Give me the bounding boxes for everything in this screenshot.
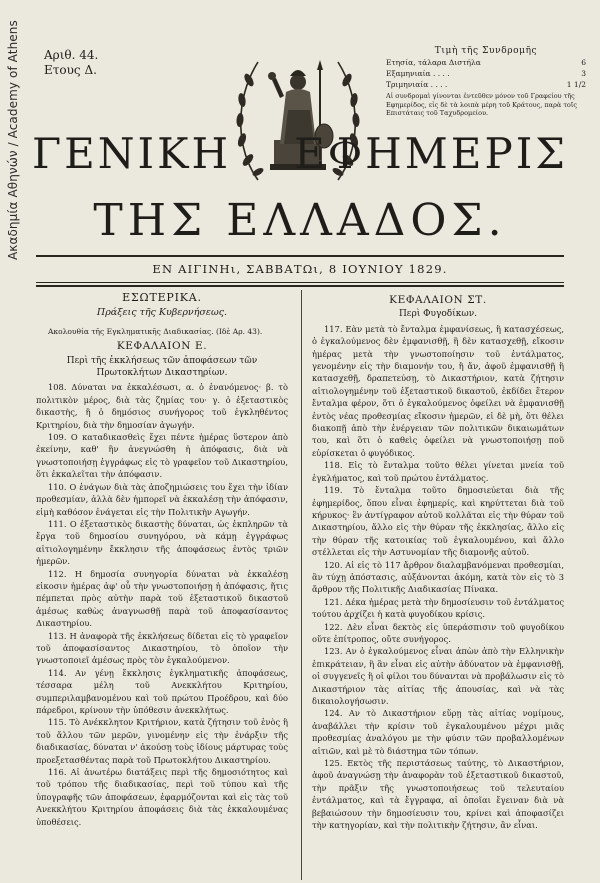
article-paragraph: 111. Ο ἐξεταστικὸς δικαστὴς δύναται, ὡς ἐκπληρῶν τὰ ἔργα τοῦ δημοσίου συνηγόρου, νὰ κάμῃ ἐγγράφως αἰτιολογημένην ἔκκλησιν τῆς ἀποφάσεως ἐντὸς τριῶν ἡμερῶν. (36, 518, 288, 567)
article-paragraph: 114. Αν γένῃ ἔκκλησις ἐγκληματικῆς ἀποφάσεως, τέσσαρα μέλη τοῦ Ανεκκλήτου Κριτηρίου, συμπεριλαμβανομένου καὶ τοῦ πρώτου Προέδρου, καὶ δύο πάρεδροι, κρίνουν τὴν ὑπόθεσιν ἀνεκκλήτως. (36, 667, 288, 715)
subscription-label: Τριμηνιαία . . . . (386, 80, 448, 89)
divider (36, 255, 564, 257)
chapter-subtitle: Περὶ τῆς ἐκκλήσεως τῶν ἀποφάσεων τῶν Πρωτοκλήτων Δικαστηρίων. (66, 355, 258, 379)
masthead-line-2: ΤΗΣ ΕΛΛΑΔΟΣ. (93, 195, 507, 246)
chapter-subtitle: Περὶ Φυγοδίκων. (398, 309, 478, 320)
subscription-row (386, 79, 586, 90)
divider (36, 285, 564, 287)
archive-watermark: Ακαδημία Αθηνών / Academy of Athens (6, 20, 20, 260)
subscription-row (386, 68, 586, 79)
continuation-note: Ακολουθία τῆς Εγκληματικῆς Διαδικασίας. (Ιδὲ Αρ. 43). (48, 326, 263, 336)
article-paragraph: 119. Τὸ ἔνταλμα τοῦτο δημοσιεύεται διὰ τῆς ἐφημερίδος, ὅπου εἶναι ἐφημερίς, καὶ κηρύττεται διὰ τοῦ κήρυκος· ἓν ἀντίγραφον αὐτοῦ κολλᾶται εἰς τὴν θύραν τοῦ Δικαστηρίου, ἄλλο εἰς τὴν θύραν τῆς ἐκκλησίας, ἄλλο εἰς τὴν θύραν τῆς κατοικίας τοῦ ἐγκαλουμένου, καὶ ἄλλο στέλλεται εἰς τὴν Αστυνομίαν τῆς διαμονῆς αὐτοῦ. (312, 485, 564, 558)
subscription-label: Εξαμηνιαία . . . . (386, 69, 450, 78)
article-paragraph: 108. Δύναται να ἐκκαλέσωσι, α. ὁ ἐνανόμενος· β. τὸ πολιτικὸν μέρος, διὰ τὰς ζημίας του· γ. ὁ ἐξεταστικὸς δικαστὴς, ἢ ὁ δημόσιος συνήγορος τοῦ ἐγκληθέντος Κριτηρίου, διὰ τὴν δημοσίαν ἀγωγήν. (36, 382, 288, 430)
masthead-word-right: ΕΦΗΜΕΡΙΣ (294, 129, 568, 178)
section-heading: ΕΣΩΤΕΡΙΚΑ. (122, 291, 202, 304)
chapter-title: ΚΕΦΑΛΑΙΟΝ Ε. (116, 340, 208, 353)
issue-number: Αριθ. 44. (44, 48, 99, 62)
subscription-value: 6 (581, 58, 586, 67)
issue-year: Ετους Δ. (44, 63, 97, 77)
article-paragraph: 120. Αἱ εἰς τὸ 117 ἄρθρον διαλαμβανόμεναι προθεσμίαι, ἂν τύχῃ ἀπόστασις, αὐξάνονται ἀκόμη, κατὰ τὸν εἰς τὸ 3 ἄρθρον τῆς Πολιτικῆς Διαδικασίας Πίνακα. (312, 559, 564, 595)
article-paragraph: 115. Τὸ Ανέκκλητον Κριτήριον, κατὰ ζήτησιν τοῦ ἑνὸς ἢ τοῦ ἄλλου τῶν μερῶν, γινομένην εἰς τὴν ἐνάρξιν τῆς διαδικασίας, δύναται ν' ἀκούσῃ τοὺς ἰδίους μάρτυρας τοὺς προεξετασθέντας παρὰ τοῦ Πρωτοκλήτου Δικαστηρίου. (36, 717, 288, 765)
subscription-row (386, 57, 586, 68)
issue-info (44, 48, 98, 78)
subscription-value: 1 1/2 (566, 80, 586, 89)
column-divider (301, 290, 302, 880)
article-paragraph: 123. Αν ὁ ἐγκαλούμενος εἶναι ἀπὼν ἀπὸ τὴν Ελληνικὴν ἐπικράτειαν, ἢ ἂν εἶναι εἰς αὐτὴν ἀδύνατον νὰ ἐμφανισθῇ, οἱ συγγενεῖς ἢ οἱ φίλοι του δύνανται νὰ προβάλωσιν εἰς τὸ Δικαστήριον τὰς αἰτίας τῆς ἀπουσίας, καὶ νὰ τὰς δικαιολογήσωσιν. (312, 646, 564, 706)
subscription-box (386, 46, 586, 118)
subscription-title: Τιμὴ τῆς Συνδρομῆς (434, 46, 538, 56)
article-paragraph: 110. Ο ἐνάγων διὰ τὰς ἀποζημιώσεις του ἔχει τὴν ἰδίαν προθεσμίαν, ἀλλὰ δὲν ἠμπορεῖ νὰ ἐκκαλέσῃ τὴν ἀπόφασιν, εἰμὴ καθόσον ἐνάγεται εἰς τὴν Πολιτικὴν Αγωγήν. (36, 481, 288, 517)
article-paragraph: 112. Η δημοσία συνηγορία δύναται νὰ ἐκκαλέσῃ εἰκοσιν ἡμέρας ἀφ' οὗ τὴν γνωστοποιήσῃ ἡ ἀπόφασις, ἥτις πέμπεται πρὸς αὐτὴν παρὰ τοῦ ἐξεταστικοῦ δικαστοῦ ἀμέσως καθὼς ἀναγνωσθῇ παρὰ τοῦ ἀποφασίσαντος Δικαστηρίου. (36, 568, 288, 629)
article-paragraph: 121. Δέκα ἡμέρας μετὰ τὴν δημοσίευσιν τοῦ ἐντάλματος τούτου ἀρχίζει ἡ κατὰ φυγοδίκου κρίσις. (312, 596, 564, 620)
article-paragraph: 113. Η ἀναφορὰ τῆς ἐκκλήσεως δίδεται εἰς τὸ γραφεῖον τοῦ ἀποφασίσαντος Δικαστηρίου, τὸ ὁποῖον τὴν γνωστοποιεῖ ἀμέσως πρὸς τὸν ἐγκαλούμενον. (36, 630, 288, 666)
article-paragraph: 117. Εὰν μετὰ τὸ ἔνταλμα ἐμφανίσεως, ἢ κατασχέσεως, ὁ ἐγκαλούμενος δὲν ἐμφανισθῇ, ἢ δὲν κατασχεθῇ, εἴκοσιν ἡμέρας μετὰ τὴν γνωστοποίησιν τοῦ ἐντάλματος, γενομένην εἰς τὴν διαμονήν του, ἢ ἄν, ἀφοῦ ἐμφανισθῇ ἢ κατασχεθῇ, δραπετεύσῃ, τὸ Δικαστήριον, κατὰ ζήτησιν αἰτιολογημένην τοῦ ἐξεταστικοῦ δικαστοῦ, ἐκδίδει ἕτερον ἔνταλμα φέρον, ὅτι ὁ ἐγκαλούμενος ὀφείλει νὰ ἐμφανισθῇ ἐντὸς νέας προθεσμίας εἴκοσιν ἡμερῶν, εἰ δὲ μὴ, ὅτι θέλει διακοπῇ ἀπὸ τὴν ἐνέργειαν τῶν πολιτικῶν δικαιωμάτων του, καὶ ὅτι ὁ καθεὶς ὀφείλει νὰ γνωστοποιήσῃ ποῦ εὑρίσκεται ὁ φυγόδικος. (312, 323, 564, 458)
chapter-title: ΚΕΦΑΛΑΙΟΝ ΣΤ. (389, 294, 487, 306)
masthead-word-left: ΓΕΝΙΚΗ (32, 129, 232, 178)
article-paragraph: 125. Εκτὸς τῆς περιστάσεως ταύτης, τὸ Δικαστήριον, ἀφοῦ ἀναγνώσῃ τὴν ἀναφορὰν τοῦ ἐξεταστικοῦ δικαστοῦ, τὴν πρᾶξιν τῆς γνωστοποιήσεως τοῦ τελευταίου ἐντάλματος, καὶ τὰ ἔγγραφα, αἱ ὁποῖαι ἔγειναν διὰ νὰ βεβαιώσουν τὴν δημοσίευσιν του, κρίνει καὶ ἀποφασίζει τὴν κατηγορίαν, καὶ τὴν πολιτικὴν ζήτησιν, ἂν εἶναι. (312, 758, 564, 831)
article-paragraph: 124. Αν τὸ Δικαστήριον εὕρῃ τὰς αἰτίας νομίμους, ἀναβάλλει τὴν κρίσιν τοῦ ἐγκαλουμένου μέχρι μιᾶς προθεσμίας ἀναλόγου με τὴν φύσιν τῶν προβαλλομένων αἰτιῶν, καὶ μὲ τὸ διάστημα τῶν τόπων. (312, 708, 564, 756)
dateline: ΕΝ ΑΙΓΙΝΗι, ΣΑΒΒΑΤΩι, 8 ΙΟΥΝΙΟΥ 1829. (152, 262, 448, 276)
divider (36, 282, 564, 283)
left-column (36, 292, 288, 828)
article-paragraph: 122. Δὲν εἶναι δεκτὸς εἰς ὑπεράσπισιν τοῦ φυγοδίκου οὔτε ἐπίτροπος, οὔτε συνήγορος. (312, 621, 564, 644)
article-paragraph: 116. Αἱ ἀνωτέρω διατάξεις περὶ τῆς δημοσιότητος καὶ τοῦ τρόπου τῆς διαδικασίας, περὶ τοῦ τύπου καὶ τῆς ὑπογραφῆς τῶν ἀποφάσεων, ἐφαρμόζονται καὶ εἰς τὰς τοῦ Ανεκκλήτου Κριτηρίου ἀποφάσεις διὰ τὰς ἐκκαλουμένας ὑποθέσεις. (36, 767, 288, 827)
right-column (312, 292, 564, 831)
subscription-value: 3 (581, 69, 586, 78)
article-paragraph: 118. Εἰς τὸ ἔνταλμα τοῦτο θέλει γίνεται μνεία τοῦ ἐγκλήματος, καὶ τοῦ πρώτου ἐντάλματος. (312, 460, 564, 483)
article-paragraph: 109. Ο καταδικασθεὶς ἔχει πέντε ἡμέρας ὕστερον ἀπὸ ἐκείνην, καθ' ἣν ἀνεγνώσθη ἡ ἀπόφασις, διὰ νὰ γνωστοποιήσῃ ἐγγράφως εἰς τὸ γραφεῖον τοῦ Δικαστηρίου, ὅτι ἐκκαλεῖται τὴν ἀπόφασιν. (36, 432, 288, 480)
section-subheading: Πράξεις τῆς Κυβερνήσεως. (96, 307, 228, 319)
subscription-label: Ετησία, τάλαρα Διστήλα (386, 58, 481, 67)
subscription-note: Αἱ συνδρομαὶ γίνονται ἐντεῦθεν μόνον τοῦ Γραφείου τῆς Εφημερίδος, εἰς δὲ τὰ λοιπὰ μέρη τοῦ Κράτους, παρὰ τοῖς Επιστάταις τοῦ Ταχυδρομείου. (386, 92, 578, 117)
